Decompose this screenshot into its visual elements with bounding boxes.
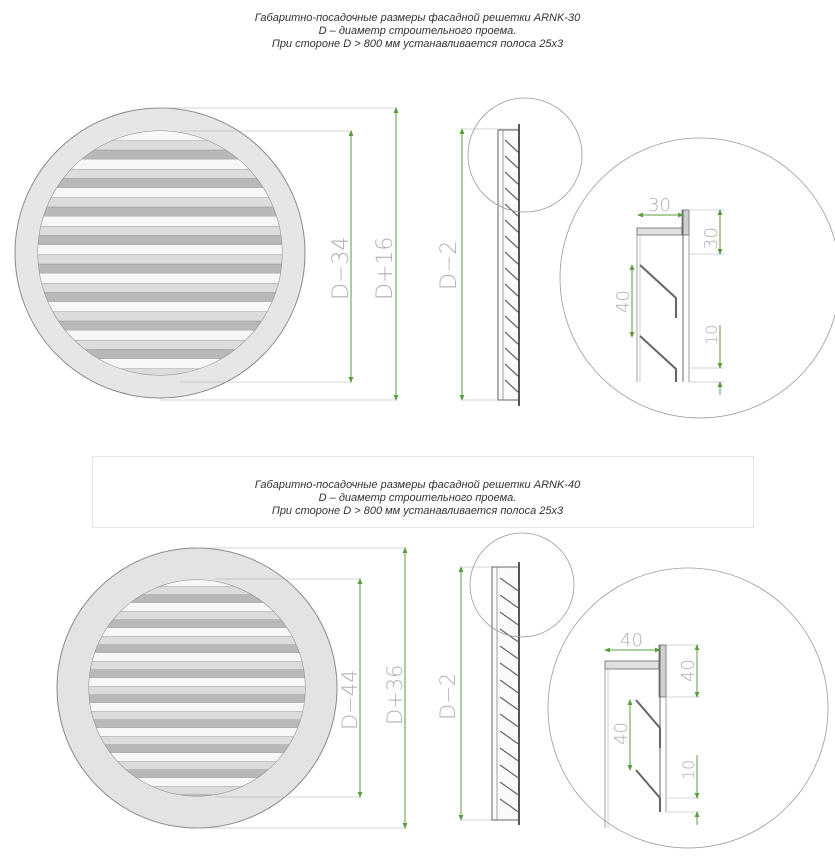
caption-line-3: При стороне D > 800 мм устанавливается полоса 25х3	[271, 505, 564, 517]
caption-line-2: D – диаметр строительного проема.	[318, 25, 517, 37]
slat-shadow	[30, 236, 290, 245]
label-top-width-1: 30	[648, 195, 671, 216]
label-top-height-2: 40	[678, 659, 699, 682]
label-inner-2: D−44	[338, 669, 362, 730]
label-outer-2: D+36	[383, 664, 407, 725]
detail-marker-circle	[470, 533, 574, 637]
slat-gap	[85, 728, 310, 737]
slat	[30, 198, 290, 207]
slat-shadow	[85, 670, 310, 678]
slat-shadow	[85, 695, 310, 703]
slat-gap	[30, 245, 290, 255]
slat-shadow	[30, 179, 290, 188]
slat	[85, 637, 310, 645]
slat-gap	[85, 678, 310, 687]
slat	[85, 687, 310, 695]
caption-line-1: Габаритно-посадочные размеры фасадной решетки ARNK-40	[254, 479, 581, 491]
slat-shadow	[85, 745, 310, 753]
slat-gap	[85, 753, 310, 762]
slat-shadow	[30, 321, 290, 330]
slat-gap	[85, 628, 310, 637]
label-outer-1: D+16	[373, 236, 398, 300]
label-top-width-2: 40	[620, 630, 643, 651]
detail-marker-circle	[468, 98, 582, 212]
slat	[85, 662, 310, 670]
slat	[30, 226, 290, 235]
front-view-arnk-40	[57, 548, 337, 828]
caption-line-3: При стороне D > 800 мм устанавливается полоса 25х3	[271, 38, 564, 50]
slat	[85, 737, 310, 745]
detail-view-arnk-30	[560, 138, 835, 418]
detail-circle	[560, 138, 835, 418]
caption-line-1: Габаритно-посадочные размеры фасадной решетки ARNK-30	[254, 12, 581, 24]
front-view-arnk-30	[15, 108, 305, 398]
slat	[85, 712, 310, 720]
slat-shadow	[30, 264, 290, 273]
slat-shadow	[85, 645, 310, 653]
slat-gap	[30, 217, 290, 227]
label-blade-1: 40	[613, 290, 634, 313]
detail-view-arnk-40	[548, 568, 828, 848]
slat-gap	[30, 274, 290, 284]
detail-circle	[548, 568, 828, 848]
slat	[30, 312, 290, 321]
caption-line-2: D – диаметр строительного проема.	[318, 492, 517, 504]
slat-shadow	[85, 720, 310, 728]
slat-gap	[30, 131, 290, 141]
label-side-1: D−2	[437, 240, 462, 290]
slat-gap	[30, 302, 290, 312]
slat-gap	[85, 703, 310, 712]
label-blade-2: 40	[611, 722, 632, 745]
label-top-height-1: 30	[701, 227, 722, 250]
slat-shadow	[85, 620, 310, 628]
side-view-arnk-30	[462, 98, 582, 406]
slat-shadow	[30, 293, 290, 302]
slat-shadow	[30, 207, 290, 216]
label-gap-1: 10	[702, 324, 721, 345]
slat-gap	[85, 653, 310, 662]
side-view-arnk-40	[461, 533, 574, 825]
label-inner-1: D−34	[329, 236, 354, 300]
slat-gap	[30, 188, 290, 198]
label-side-2: D−2	[436, 672, 460, 720]
slat	[30, 255, 290, 264]
slat	[30, 283, 290, 292]
label-gap-2: 10	[679, 759, 698, 780]
